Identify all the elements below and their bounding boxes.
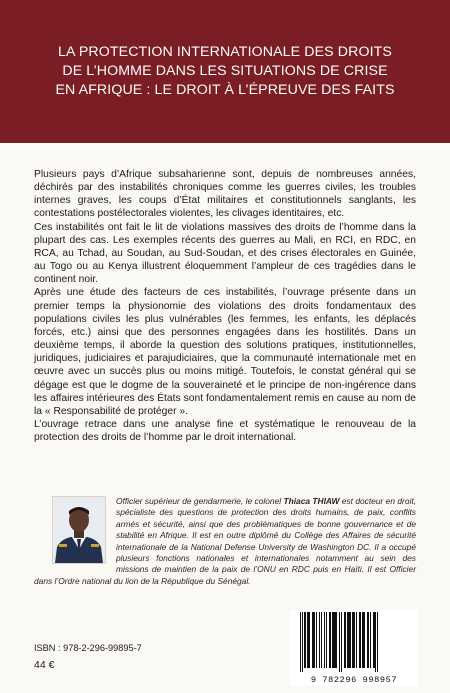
description-paragraph-2: Ces instabilités ont fait le lit de violations massives des droits de l’homme dans la plupart des cas. Les exemples récents des guerres au Mali, en RCI, en RDC, en RCA, au Tchad, au Soudan, au Sud-Soudan, et des crises électorales en Guinée, au Togo ou au Kenya illustrent éloquemment l’ampleur de ces tragédies dans le continent noir. <box>34 221 416 286</box>
author-section <box>34 496 416 587</box>
isbn-label: ISBN : 978-2-296-99895-7 <box>34 643 142 653</box>
price-label: 44 € <box>34 659 55 671</box>
book-description <box>34 168 416 444</box>
author-portrait-icon <box>53 497 105 563</box>
author-bio-intro: Officier supérieur de gendarmerie, le colonel <box>116 496 284 506</box>
description-paragraph-1: Plusieurs pays d’Afrique subsaharienne sont, depuis de nombreuses années, déchirés par des instabilités chroniques comme les guerres civiles, les troubles internes graves, les coups d’État militaires et constitutionnels sanglants, les contestations postélectorales violentes, les clivages identitaires, etc. <box>34 169 416 220</box>
barcode-bars-icon <box>290 610 418 674</box>
description-paragraph-4: L’ouvrage retrace dans une analyse fine et systématique le renouveau de la protection des droits de l’homme par le droit international. <box>34 418 416 444</box>
title-banner <box>0 0 450 143</box>
book-title-line-3: EN AFRIQUE : LE DROIT À L’ÉPREUVE DES FAITS <box>55 82 395 98</box>
barcode-digits: 9 782296 998957 <box>310 675 398 685</box>
author-bio-body: est docteur en droit, spécialiste des questions de protection des droits humains, de paix, conflits armés et sécurité, ainsi que des problématiques de bonne gouvernance et de stabilité en Afrique. Il est en outre diplômé du Collège des Affaires de sécurité internationale de la National Defense University de Washington DC. Il a occupé plusieurs fonctions nationales et internationales notamment au sein des missions de maintien de la paix de l’ONU en RDC puis en Haïti. Il est Officier dans l’Ordre national du lion de la République du Sénégal. <box>34 496 416 586</box>
book-title <box>19 43 430 100</box>
author-photo <box>52 496 106 564</box>
book-title-line-1: LA PROTECTION INTERNATIONALE DES DROITS <box>58 44 392 60</box>
book-title-line-2: DE L’HOMME DANS LES SITUATIONS DE CRISE <box>62 63 388 79</box>
description-paragraph-3: Après une étude des facteurs de ces instabilités, l’ouvrage présente dans un premier temps la physionomie des violations des droits fondamentaux des populations civiles les plus vulnérables (les femmes, les enfants, les déplacés forcés, etc.) ainsi que des personnes engagées dans les hostilités. Dans un deuxième temps, il aborde la question des solutions pratiques, institutionnelles, juridiques, judiciaires et parajudiciaires, que la communauté internationale met en œuvre avec un succès plus ou moins mitigé. Toutefois, le constat général qui se dégage est que le dogme de la souveraineté et le principe de non-ingérence dans les affaires intérieures des États sont fondamentalement remis en cause au nom de la « Responsabilité de protéger ». <box>34 287 416 417</box>
barcode <box>290 610 418 686</box>
author-name: Thiaca THIAW <box>283 496 340 506</box>
